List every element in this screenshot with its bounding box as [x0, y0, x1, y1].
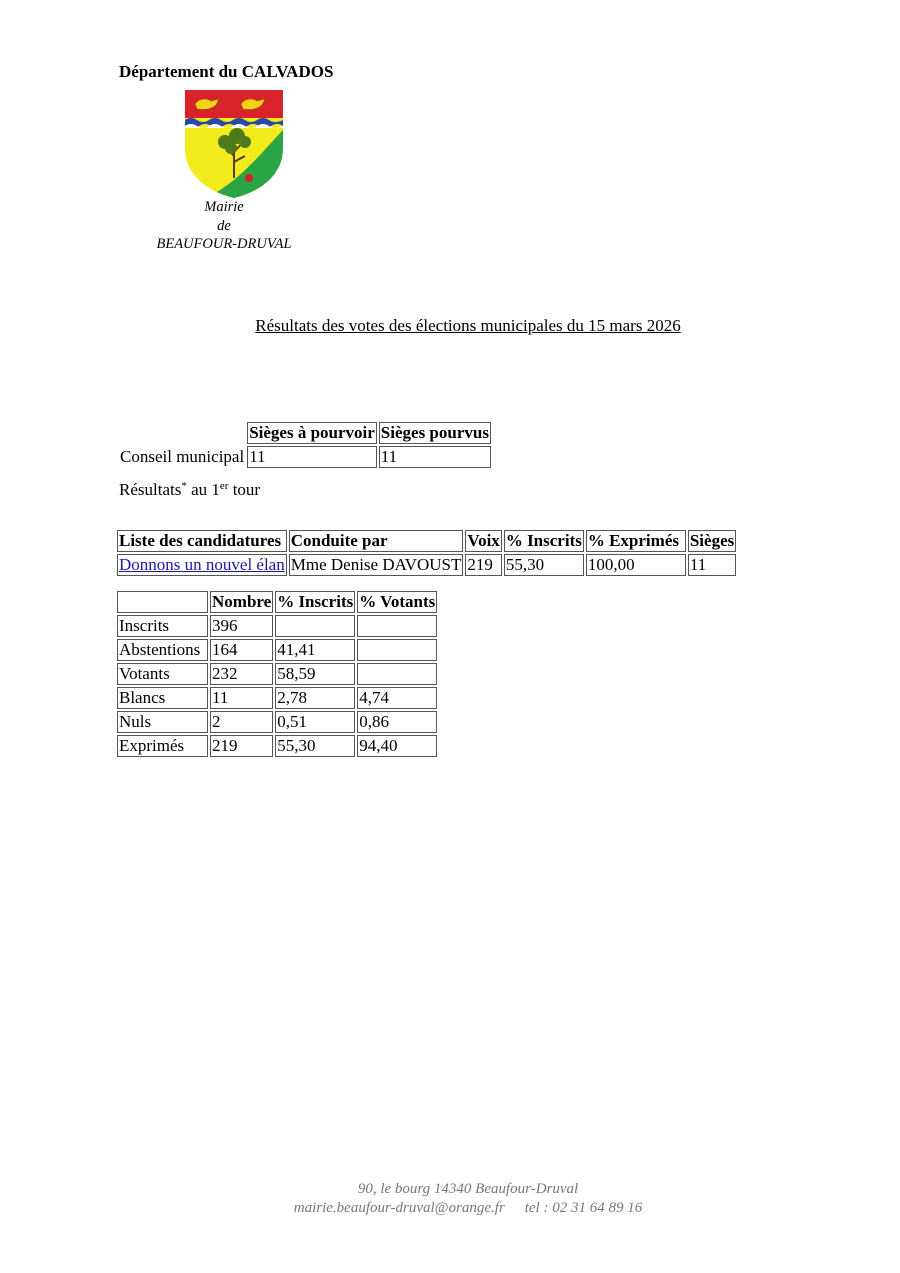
- results-mid: au 1: [186, 480, 220, 499]
- voix-cell: 219: [465, 554, 501, 576]
- stat-label: Inscrits: [117, 615, 208, 637]
- sieges-cell: 11: [688, 554, 736, 576]
- column-header: Sièges à pourvoir: [249, 423, 375, 442]
- mairie-line: de: [217, 217, 231, 234]
- results-round-heading: [119, 480, 260, 500]
- table-row: [117, 711, 437, 733]
- stat-pct-inscrits: [275, 615, 355, 637]
- column-header: [117, 591, 208, 613]
- department-heading: Département du CALVADOS: [119, 62, 334, 81]
- stat-nombre: 164: [210, 639, 273, 661]
- stat-label: Blancs: [117, 687, 208, 709]
- footer-phone: tel : 02 31 64 89 16: [524, 1200, 643, 1216]
- column-header: Sièges pourvus: [380, 423, 489, 442]
- page-footer: [0, 1180, 900, 1218]
- stat-pct-votants: [357, 663, 437, 685]
- column-header: Liste des candidatures: [117, 530, 287, 552]
- stat-pct-votants: [357, 615, 437, 637]
- empty-cell: [117, 422, 245, 444]
- results-end: tour: [228, 480, 261, 499]
- stat-pct-inscrits: 2,78: [275, 687, 355, 709]
- leader-cell: Mme Denise DAVOUST: [290, 555, 462, 574]
- stat-pct-inscrits: 55,30: [275, 735, 355, 757]
- row-label: Conseil municipal: [120, 447, 245, 466]
- stat-label: Nuls: [117, 711, 208, 733]
- stat-label: Exprimés: [117, 735, 208, 757]
- mairie-caption: [140, 198, 308, 254]
- footer-contact: [0, 1199, 900, 1218]
- mairie-line: BEAUFOUR-DRUVAL: [156, 236, 292, 252]
- stat-pct-votants: 94,40: [357, 735, 437, 757]
- results-word: Résultats: [119, 480, 182, 499]
- stat-nombre: 11: [210, 687, 273, 709]
- candidate-lists-table: [115, 528, 738, 578]
- column-header: % Votants: [359, 592, 436, 611]
- page-title: Résultats des votes des élections municipales du 15 mars 2026: [255, 316, 681, 335]
- ordinal-suffix: er: [219, 480, 229, 492]
- footnote-marker: *: [181, 480, 187, 492]
- stat-pct-votants: [357, 639, 437, 661]
- table-row: [117, 687, 437, 709]
- column-header: Nombre: [212, 592, 272, 611]
- seats-table: [115, 420, 493, 470]
- stat-pct-inscrits: 58,59: [275, 663, 355, 685]
- stat-pct-inscrits: 0,51: [275, 711, 355, 733]
- column-header: % Inscrits: [505, 531, 582, 550]
- stat-nombre: 232: [210, 663, 273, 685]
- pct-exprimes-cell: 100,00: [586, 554, 686, 576]
- column-header: Voix: [467, 531, 500, 550]
- table-row: [117, 615, 437, 637]
- stat-pct-inscrits: 41,41: [275, 639, 355, 661]
- footer-address: 90, le bourg 14340 Beaufour-Druval: [357, 1181, 579, 1197]
- participation-table: [115, 589, 439, 759]
- stat-nombre: 219: [210, 735, 273, 757]
- stat-nombre: 2: [210, 711, 273, 733]
- table-row: [117, 735, 437, 757]
- stat-pct-votants: 0,86: [357, 711, 437, 733]
- stat-pct-votants: 4,74: [357, 687, 437, 709]
- column-header: Conduite par: [289, 530, 464, 552]
- stat-label: Abstentions: [117, 639, 208, 661]
- list-name-cell: [117, 554, 287, 576]
- column-header: % Exprimés: [586, 530, 686, 552]
- table-row: [117, 663, 437, 685]
- table-row: [117, 554, 736, 576]
- coat-of-arms-logo: [185, 90, 283, 198]
- column-header: % Inscrits: [277, 592, 354, 611]
- list-name-link[interactable]: Donnons un nouvel élan: [119, 555, 285, 574]
- seats-value-cell: 11: [247, 446, 377, 468]
- column-header: Sièges: [689, 531, 735, 550]
- stat-nombre: 396: [210, 615, 273, 637]
- footer-email: mairie.beaufour-druval@orange.fr: [293, 1200, 505, 1216]
- table-row: [117, 639, 437, 661]
- stat-label: Votants: [117, 663, 208, 685]
- pct-inscrits-cell: 55,30: [504, 554, 584, 576]
- mairie-line: Mairie: [204, 199, 244, 215]
- seats-value-cell: 11: [379, 446, 491, 468]
